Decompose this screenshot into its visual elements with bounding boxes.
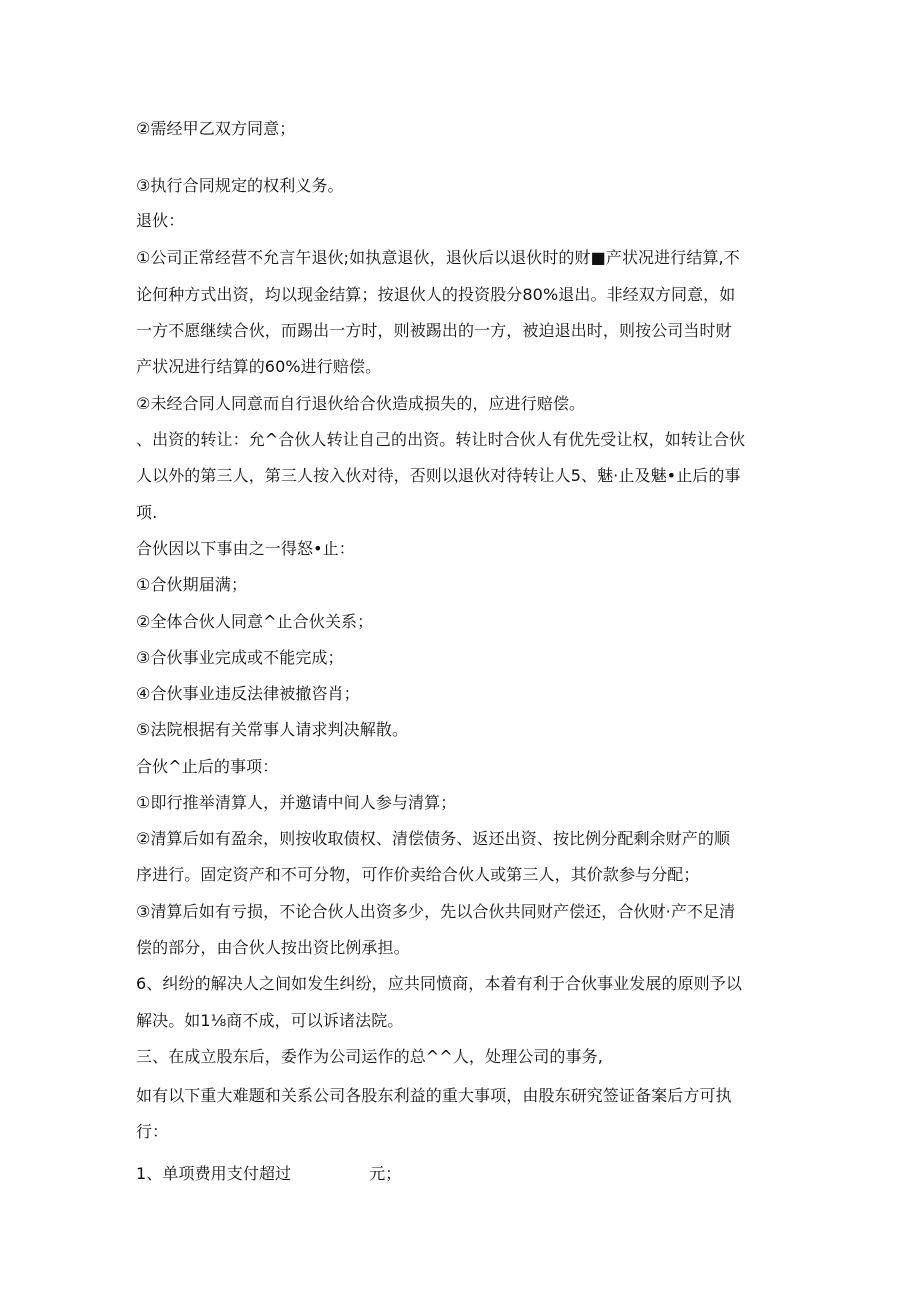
text-line: ③清算后如有亏损，不论合伙人出资多少，先以合伙共同财产偿还，合伙财·产不足清: [136, 902, 736, 921]
text-line: ①即行推举清算人，并邀请中间人参与清算；: [136, 793, 457, 812]
text-line: ③执行合同规定的权利义务。: [136, 176, 344, 195]
text-line: 序进行。固定资产和不可分物，可作价卖给合伙人或第三人，其价款参与分配；: [136, 865, 700, 884]
text-line: ①合伙期届满；: [136, 575, 248, 594]
text-line: ①公司正常经营不允言午退伙;如执意退伙，退伙后以退伙时的财■产状况进行结算,不: [136, 248, 740, 267]
text-line: 三、在成立股东后，委作为公司运作的总^^人，处理公司的事务,: [136, 1047, 603, 1066]
text-line: ②需经甲乙双方同意；: [136, 119, 296, 138]
text-line: 一方不愿继续合伙，而踢出一方时，则被踢出的一方，被迫退出时，则按公司当时财: [136, 321, 732, 340]
text-line: 行：: [136, 1122, 169, 1141]
text-line: 偿的部分，由合伙人按出资比例承担。: [136, 938, 410, 957]
text-line: 论何种方式出资，均以现金结算；按退伙人的投资股分80%退出。非经双方同意，如: [136, 285, 736, 304]
text-line-with-blank: [136, 1163, 401, 1185]
text-line: 项.: [136, 503, 158, 522]
text-line: ③合伙事业完成或不能完成；: [136, 648, 344, 667]
last-line-after: 元；: [369, 1164, 402, 1183]
text-line: 合伙因以下事由之一得怒•止：: [136, 539, 355, 558]
text-line: ②清算后如有盈余，则按收取债权、清偿债务、返还出资、按比例分配剩余财产的顺: [136, 829, 731, 848]
text-line: ②全体合伙人同意^止合伙关系；: [136, 612, 374, 631]
text-line: ⑤法院根据有关常事人请求判决解散。: [136, 720, 409, 739]
text-line: ④合伙事业违反法律被撤咨肖；: [136, 684, 360, 703]
text-line: 解决。如1⅛商不成，可以诉诸法院。: [136, 1011, 404, 1030]
text-line: 人以外的第三人，第三人按入伙对待，否则以退伙对待转让人5、魅·止及魅•止后的事: [136, 466, 741, 485]
text-line: 、出资的转让：允^合伙人转让自己的出资。转让时合伙人有优先受让权，如转让合伙: [136, 430, 746, 449]
text-line: 合伙^止后的事项：: [136, 757, 279, 776]
text-line: 如有以下重大难题和关系公司各股东利益的重大事项，由股东研究签证备案后方可执: [136, 1086, 732, 1105]
text-line: ②未经合同人同意而自行退伙给合伙造成损失的，应进行赔偿。: [136, 394, 586, 413]
text-line: 产状况进行结算的60%进行赔偿。: [136, 357, 382, 376]
last-line-before: 1、单项费用支付超过: [136, 1164, 292, 1183]
text-line: 6、纠纷的解决人之间如发生纠纷，应共同愤商，本着有利于合伙事业发展的原则予以: [136, 974, 742, 993]
text-line: 退伙：: [136, 211, 185, 230]
